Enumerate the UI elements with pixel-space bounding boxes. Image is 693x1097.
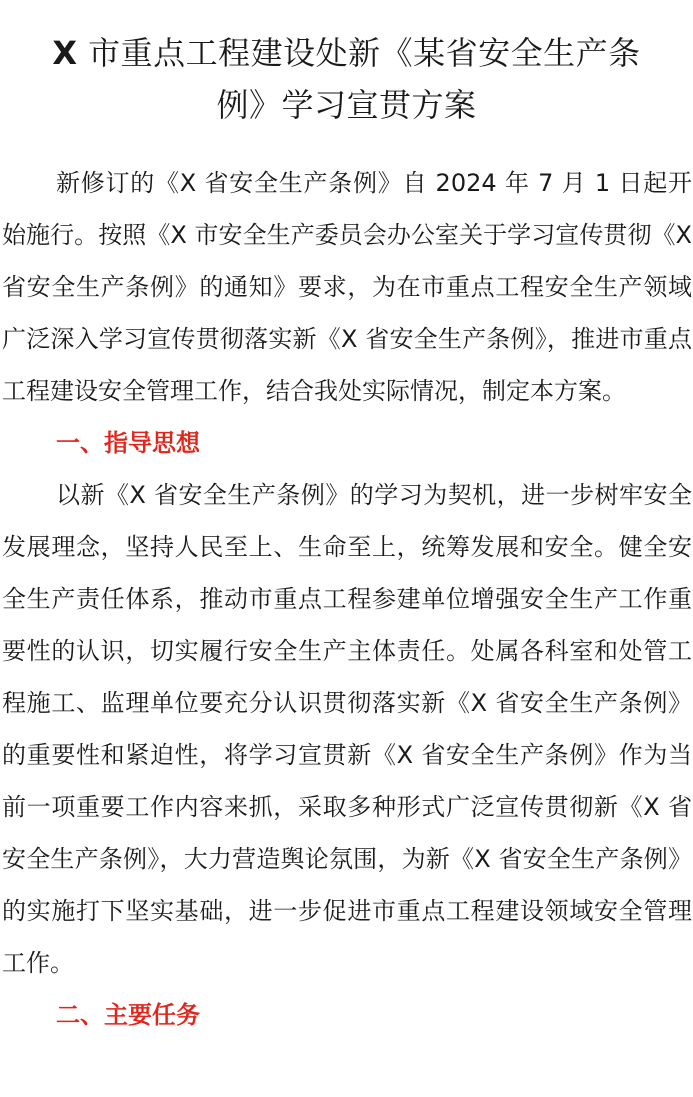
title-x: X bbox=[52, 34, 78, 72]
section-heading-guiding-ideology: 一、指导思想 bbox=[56, 429, 200, 457]
document-body bbox=[2, 157, 692, 1041]
title-line2: 例》学习宣贯方案 bbox=[216, 86, 477, 124]
title-line1: 市重点工程建设处新《某省安全生产条 bbox=[77, 34, 641, 72]
intro-paragraph: 新修订的《X 省安全生产条例》自 2024 年 7 月 1 日起开始施行。按照《X 市安全生产委员会办公室关于学习宣传贯彻《X 省安全生产条例》的通知》要求，为在市重点工程安全生产领域广泛深入学习宣传贯彻落实新《X 省安全生产条例》，推进市重点工程建设安全管理工作，结合我处实际情况，制定本方案。 bbox=[2, 169, 692, 405]
section-heading-main-tasks: 二、主要任务 bbox=[56, 1001, 200, 1029]
document-title bbox=[10, 27, 683, 131]
guiding-ideology-paragraph: 以新《X 省安全生产条例》的学习为契机，进一步树牢安全发展理念，坚持人民至上、生命至上，统筹发展和安全。健全安全生产责任体系，推动市重点工程参建单位增强安全生产工作重要性的认识，切实履行安全生产主体责任。处属各科室和处管工程施工、监理单位要充分认识贯彻落实新《X 省安全生产条例》的重要性和紧迫性，将学习宣贯新《X 省安全生产条例》作为当前一项重要工作内容来抓，采取多种形式广泛宣传贯彻新《X 省安全生产条例》，大力营造舆论氛围，为新《X 省安全生产条例》的实施打下坚实基础，进一步促进市重点工程建设领域安全管理工作。 bbox=[2, 481, 692, 977]
